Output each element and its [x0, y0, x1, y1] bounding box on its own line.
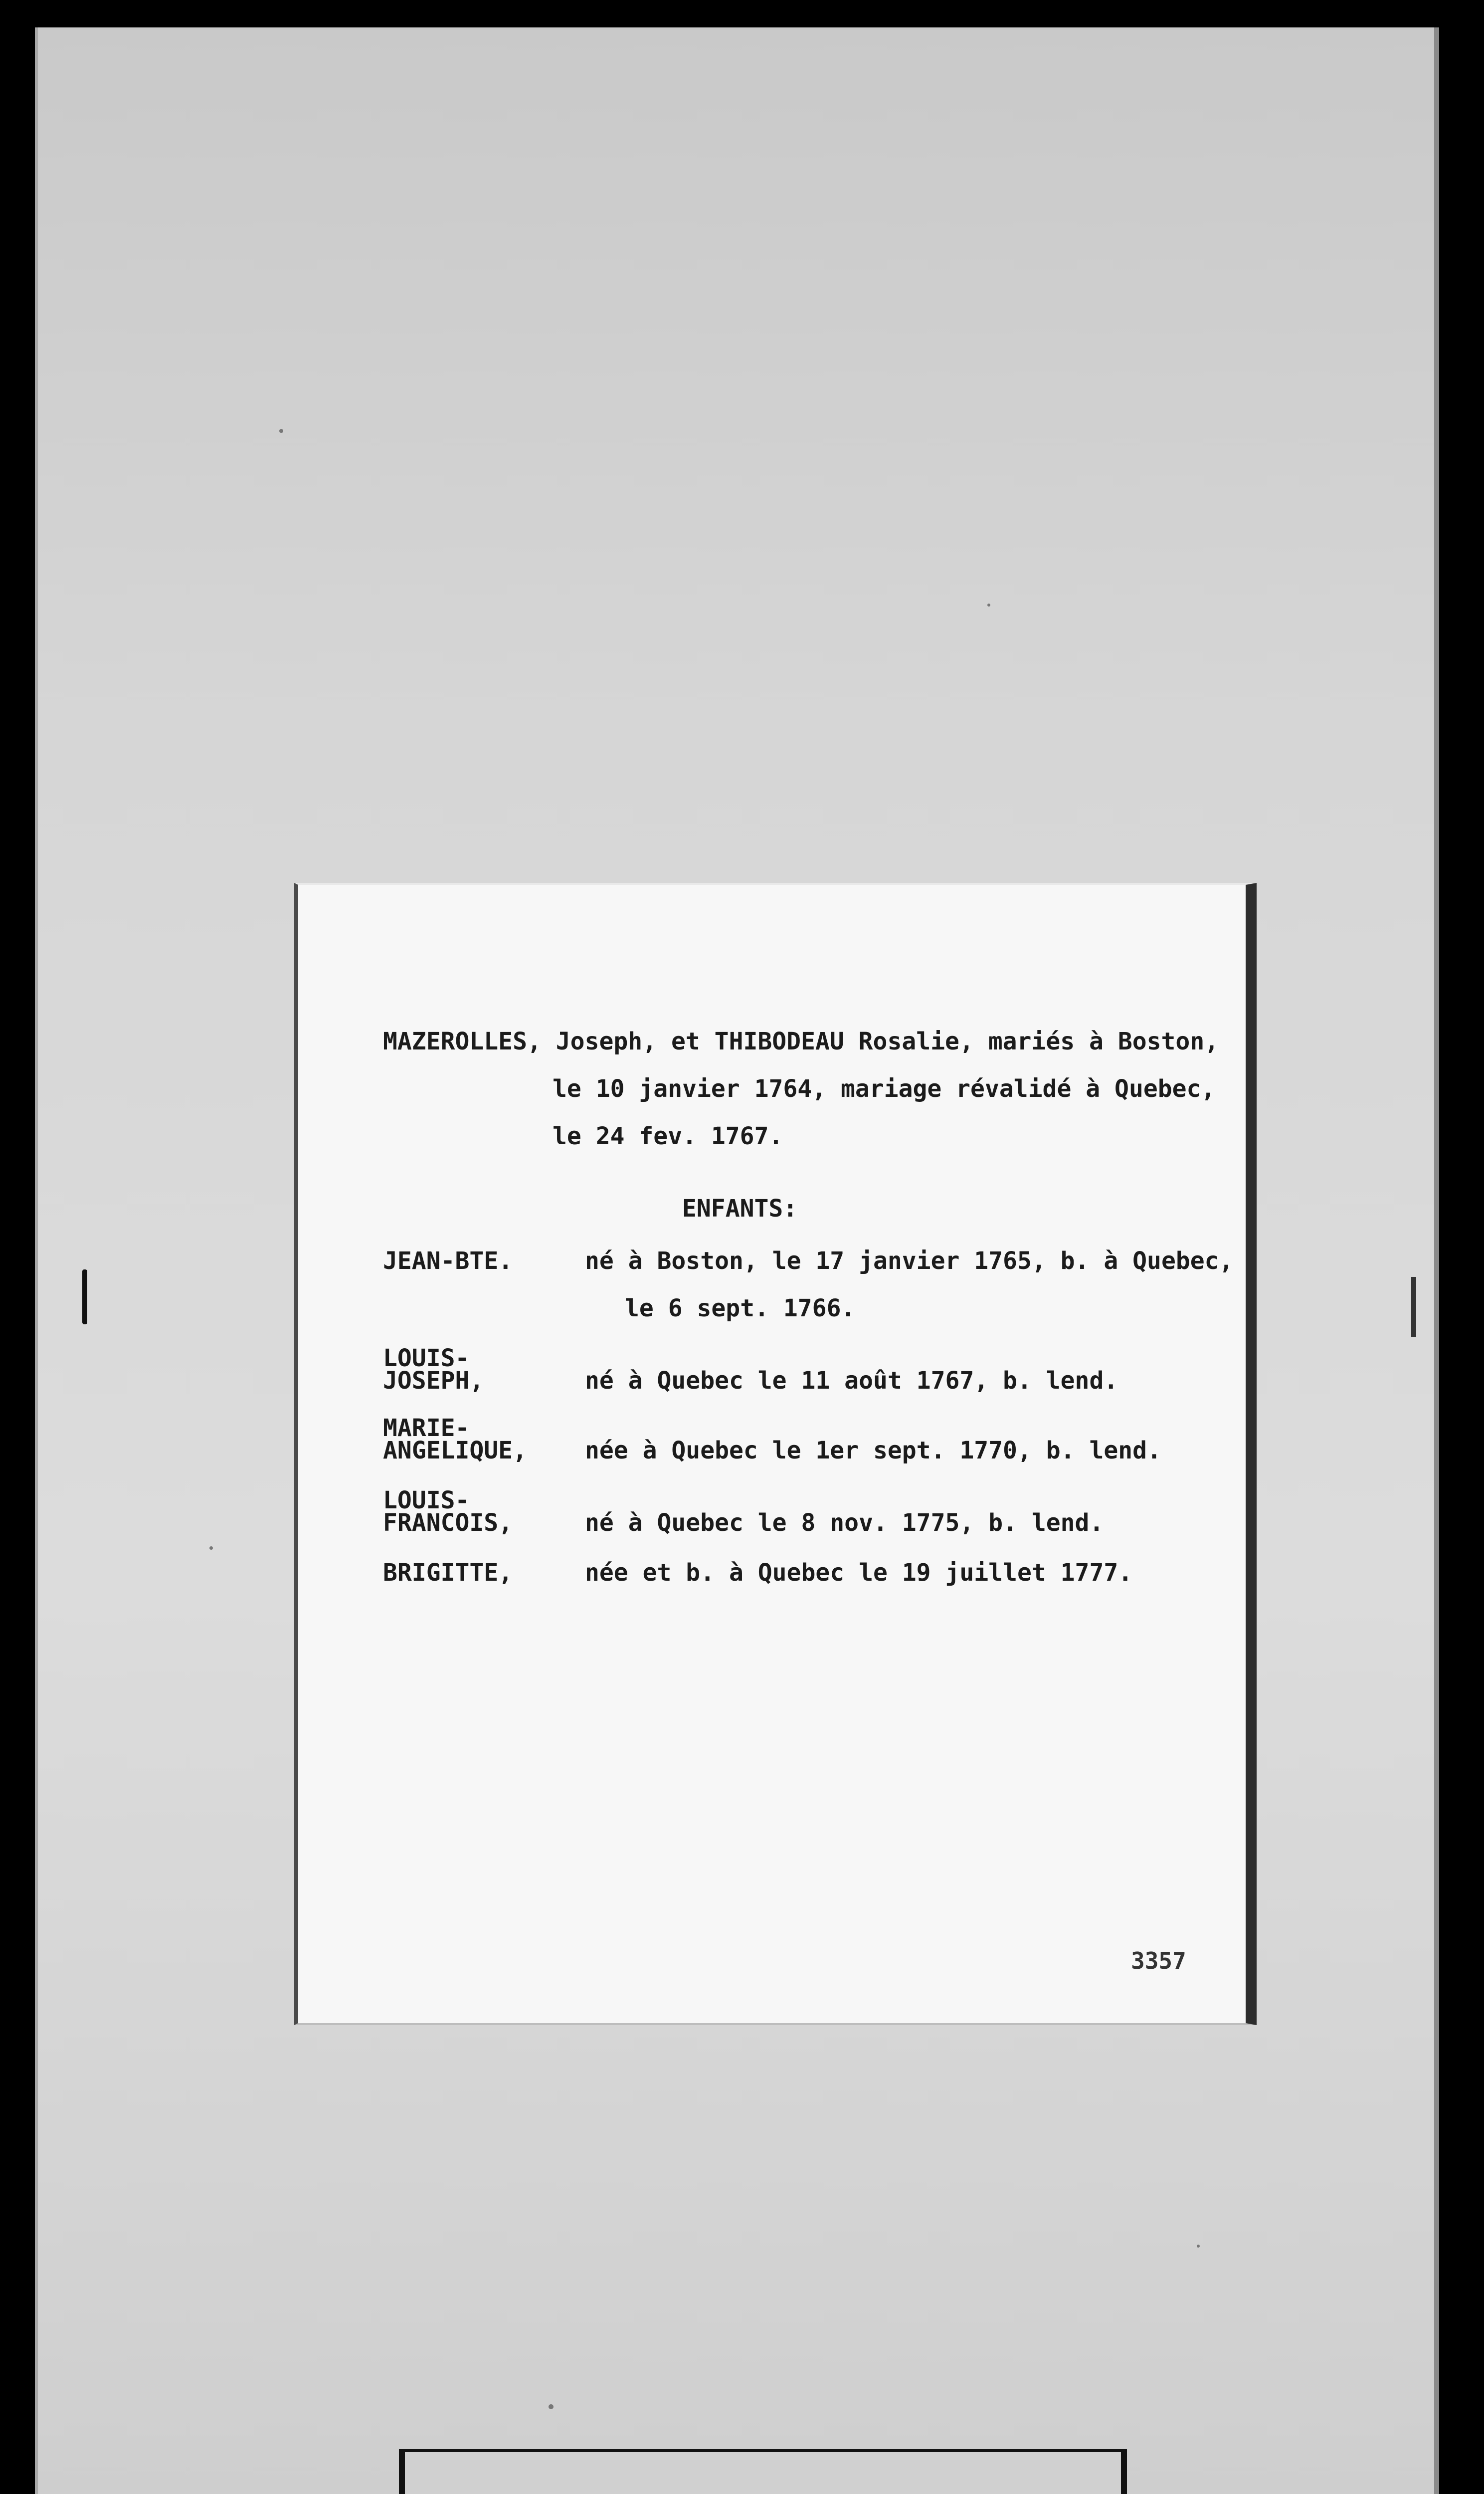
child-name: BRIGITTE, [383, 1559, 513, 1587]
record-card [294, 883, 1257, 2025]
child-detail-continued: le 6 sept. 1766. [625, 1294, 856, 1322]
film-speck [549, 2404, 554, 2409]
film-speck [1197, 2245, 1200, 2248]
child-name: MARIE- [383, 1414, 470, 1442]
film-speck [987, 604, 990, 607]
child-detail: née et b. à Quebec le 19 juillet 1777. [585, 1559, 1133, 1587]
child-detail: né à Boston, le 17 janvier 1765, b. à Quebec, [585, 1247, 1234, 1275]
child-name: FRANCOIS, [383, 1509, 513, 1537]
child-detail: né à Quebec le 8 nov. 1775, b. lend. [585, 1509, 1104, 1537]
entry-line-2: le 10 janvier 1764, mariage révalidé à Quebec, [553, 1075, 1216, 1103]
child-name: LOUIS- [383, 1344, 470, 1372]
filming-label-tab [399, 2449, 1127, 2494]
child-detail: née à Quebec le 1er sept. 1770, b. lend. [585, 1437, 1161, 1464]
entry-line-3: le 24 fev. 1767. [553, 1122, 783, 1150]
entry-line-1: MAZEROLLES, Joseph, et THIBODEAU Rosalie, mariés à Boston, [383, 1028, 1219, 1055]
child-name: LOUIS- [383, 1486, 470, 1514]
card-number: 3357 [1131, 1947, 1186, 1974]
child-detail: né à Quebec le 11 août 1767, b. lend. [585, 1367, 1118, 1395]
child-name: JEAN-BTE. [383, 1247, 513, 1275]
film-speck [279, 429, 283, 433]
children-heading: ENFANTS: [682, 1195, 798, 1223]
film-margin-mark [82, 1269, 87, 1324]
child-name: ANGELIQUE, [383, 1437, 527, 1464]
film-margin-mark [1411, 1277, 1416, 1337]
film-speck [209, 1546, 213, 1550]
child-name: JOSEPH, [383, 1367, 484, 1395]
